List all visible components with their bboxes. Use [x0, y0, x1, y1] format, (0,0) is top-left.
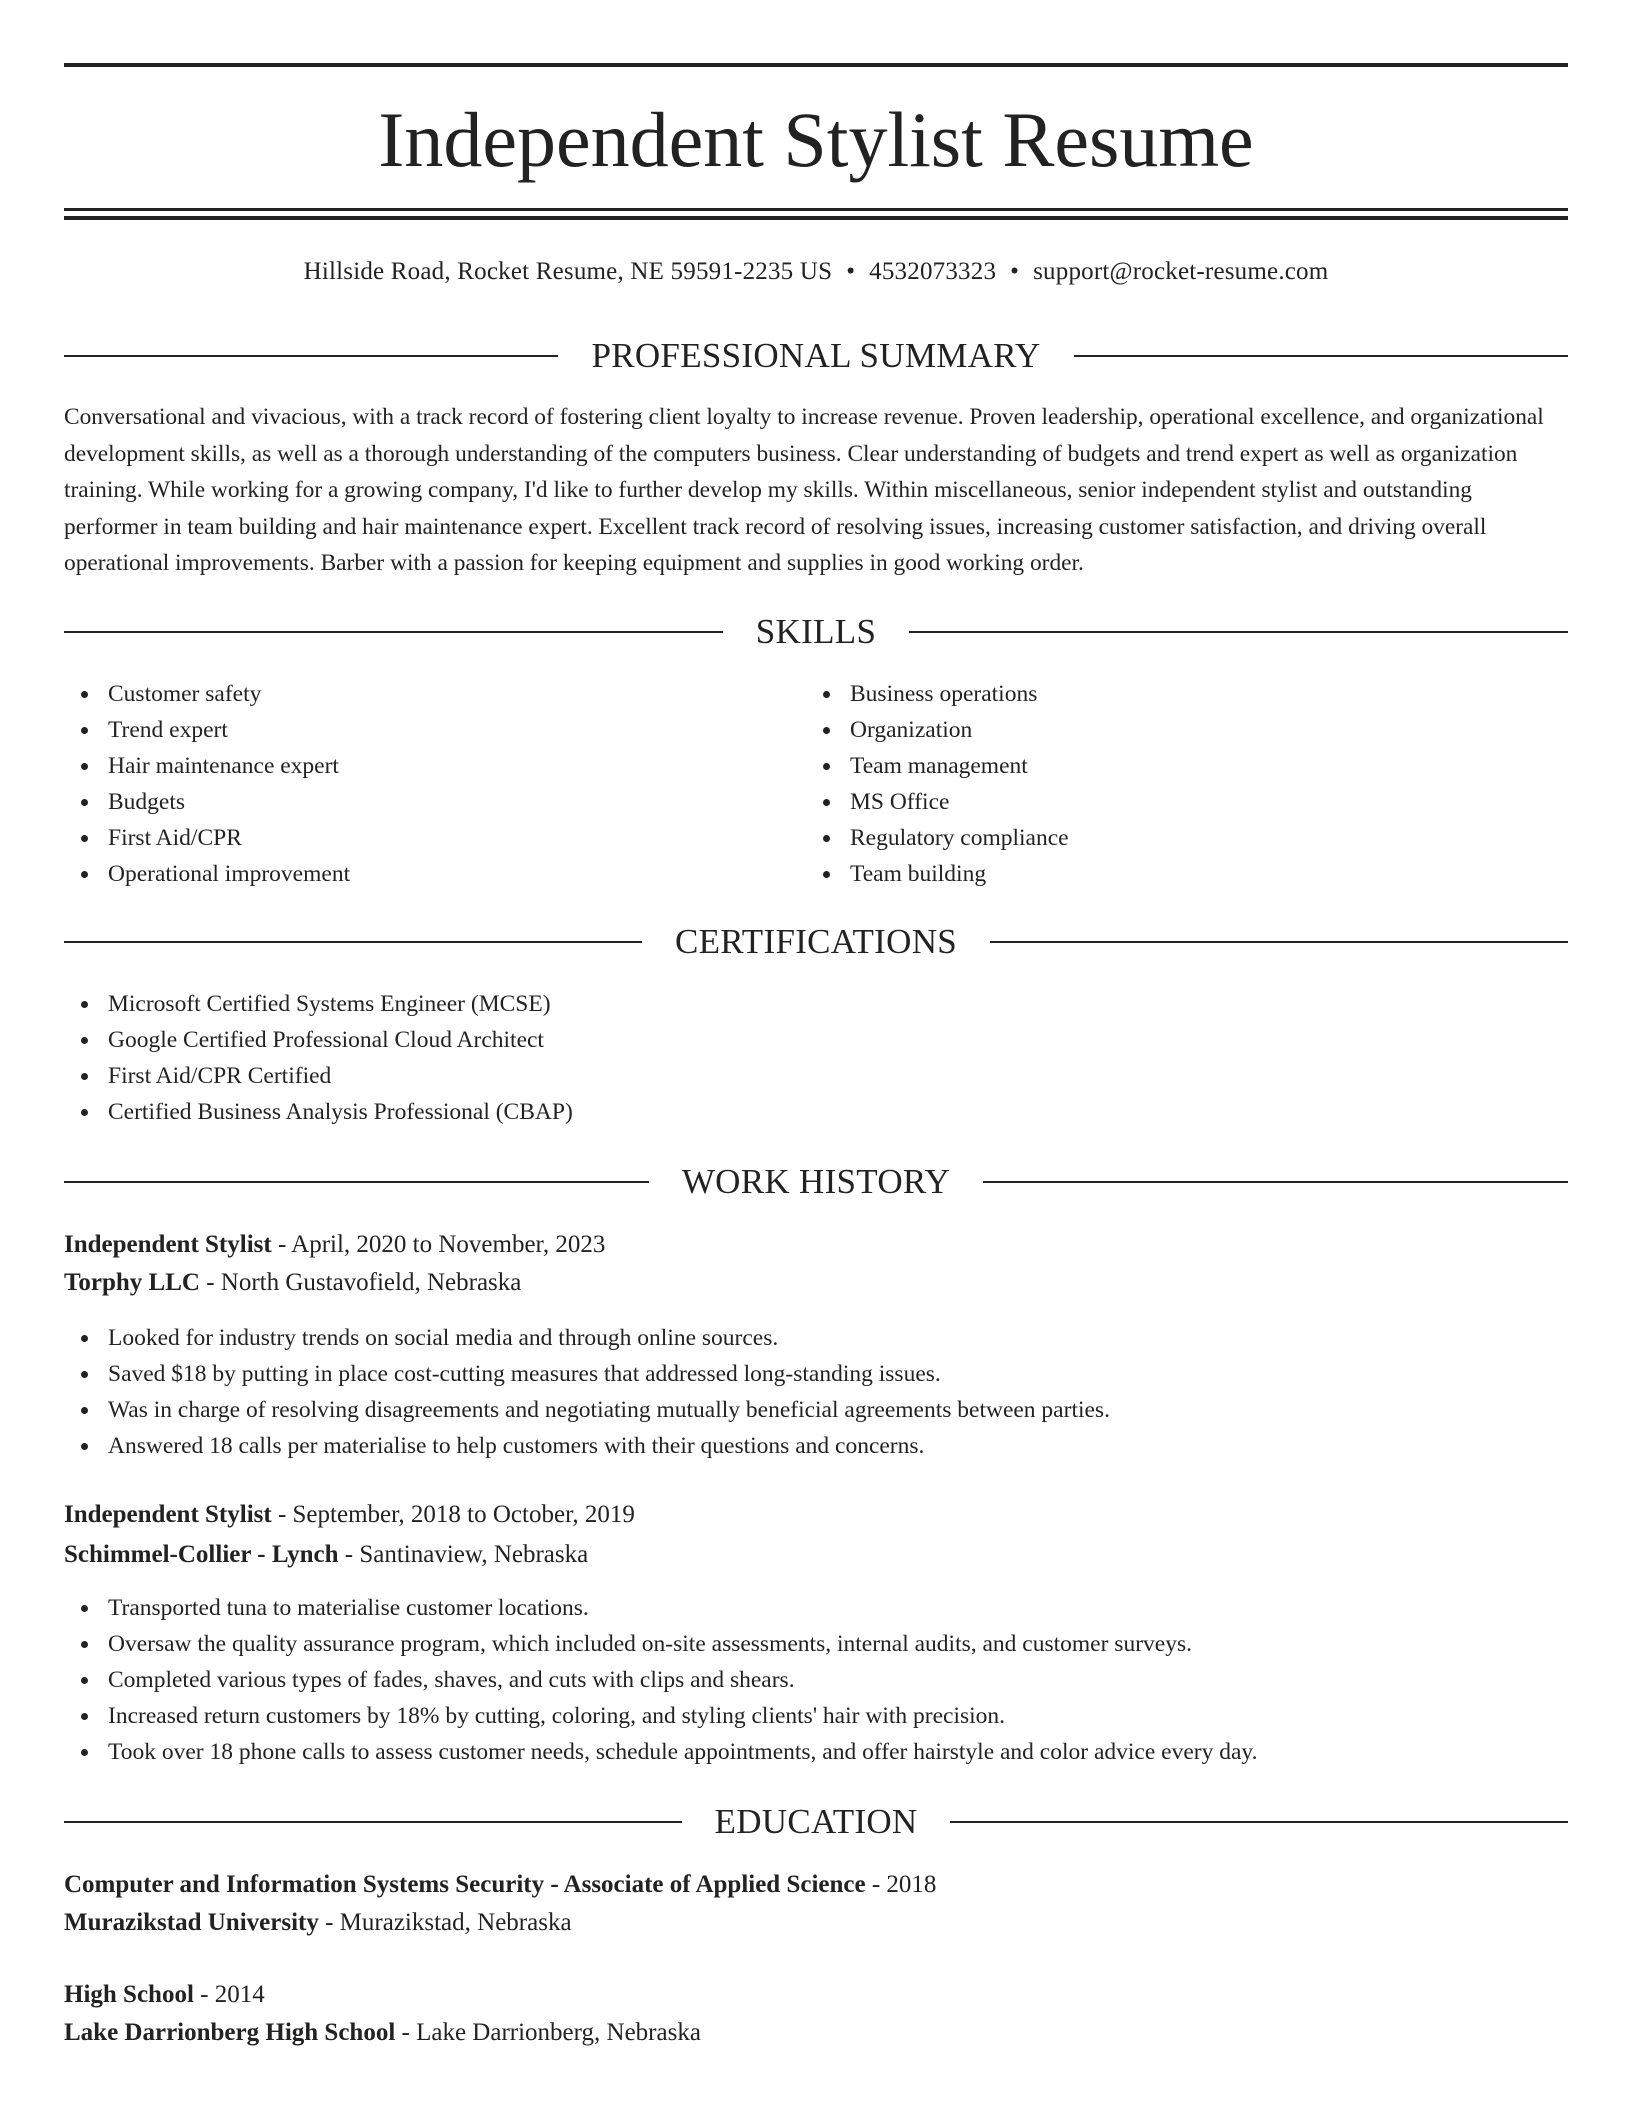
job-company: Torphy LLC: [64, 1269, 200, 1296]
list-item: Certified Business Analysis Professional (CBAP): [64, 1094, 1568, 1130]
education-degree: High School: [64, 1981, 194, 2008]
list-item: Organization: [806, 712, 1506, 748]
education-school: Lake Darrionberg High School: [64, 2019, 396, 2046]
heading-rule-left: [64, 631, 723, 633]
list-item: Took over 18 phone calls to assess customer needs, schedule appointments, and offer hairstyle and color advice every day.: [64, 1734, 1568, 1770]
heading-rule-left: [64, 941, 642, 943]
list-item: Team building: [806, 856, 1506, 892]
job-location: - Santinaview, Nebraska: [338, 1541, 589, 1568]
job-company-line: [64, 1536, 588, 1574]
education-year: - 2014: [193, 1981, 265, 2008]
education-degree-line: [64, 1866, 936, 1904]
section-heading-work: [64, 1160, 1568, 1204]
education-year: - 2018: [865, 1871, 937, 1898]
job-title-line: [64, 1226, 605, 1264]
job-company-line: [64, 1264, 521, 1302]
education-school-line: [64, 2014, 701, 2052]
list-item: Customer safety: [64, 676, 764, 712]
education-school-line: [64, 1904, 572, 1942]
double-rule-lower: [64, 216, 1568, 220]
contact-phone: 4532073323: [869, 258, 997, 285]
top-rule: [64, 63, 1568, 67]
section-heading-summary: [64, 334, 1568, 378]
list-item: Operational improvement: [64, 856, 764, 892]
section-heading-certifications: [64, 920, 1568, 964]
skills-list-right: [806, 676, 1506, 892]
list-item: Increased return customers by 18% by cutting, coloring, and styling clients' hair with precision.: [64, 1698, 1568, 1734]
education-degree: Computer and Information Systems Security - Associate of Applied Science: [64, 1871, 866, 1898]
list-item: Answered 18 calls per materialise to help customers with their questions and concerns.: [64, 1428, 1568, 1464]
job-dates: - April, 2020 to November, 2023: [271, 1231, 606, 1258]
job-dates: - September, 2018 to October, 2019: [271, 1501, 635, 1528]
job-bullets: [64, 1320, 1568, 1464]
resume-title: Independent Stylist Resume: [378, 96, 1254, 183]
section-heading-skills: [64, 610, 1568, 654]
contact-line: [0, 254, 1632, 290]
double-rule-upper: [64, 208, 1568, 211]
job-title: Independent Stylist: [64, 1231, 272, 1258]
list-item: Team management: [806, 748, 1506, 784]
section-title: EDUCATION: [714, 1802, 918, 1841]
list-item: Trend expert: [64, 712, 764, 748]
job-location: - North Gustavofield, Nebraska: [199, 1269, 522, 1296]
summary-text: Conversational and vivacious, with a track record of fostering client loyalty to increase revenue. Proven leadership, operational excellence, and organizational development skills, as well as a thorough understanding of the computers business. Clear understanding of budgets and trend expert as well as organization training. While working for a growing company, I'd like to further develop my skills. Within miscellaneous, senior independent stylist and outstanding performer in team building and hair maintenance expert. Excellent track record of resolving issues, increasing customer satisfaction, and driving overall operational improvements. Barber with a passion for keeping equipment and supplies in good working order.: [64, 404, 1544, 576]
heading-rule-right: [1074, 355, 1568, 357]
contact-separator: •: [1010, 258, 1020, 285]
list-item: Hair maintenance expert: [64, 748, 764, 784]
section-title: SKILLS: [755, 612, 877, 651]
list-item: Budgets: [64, 784, 764, 820]
certifications-list: [64, 986, 1568, 1130]
list-item: Saved $18 by putting in place cost-cutting measures that addressed long-standing issues.: [64, 1356, 1568, 1392]
list-item: Transported tuna to materialise customer locations.: [64, 1590, 1568, 1626]
contact-address: Hillside Road, Rocket Resume, NE 59591-2235 US: [303, 258, 833, 285]
list-item: First Aid/CPR Certified: [64, 1058, 1568, 1094]
heading-rule-left: [64, 1821, 682, 1823]
heading-rule-left: [64, 1181, 649, 1183]
section-title: PROFESSIONAL SUMMARY: [591, 336, 1041, 375]
list-item: Microsoft Certified Systems Engineer (MCSE): [64, 986, 1568, 1022]
list-item: Oversaw the quality assurance program, which included on-site assessments, internal audits, and customer surveys.: [64, 1626, 1568, 1662]
heading-rule-left: [64, 355, 558, 357]
heading-rule-right: [983, 1181, 1568, 1183]
education-location: - Murazikstad, Nebraska: [318, 1909, 572, 1936]
education-school: Murazikstad University: [64, 1909, 319, 1936]
list-item: Business operations: [806, 676, 1506, 712]
education-location: - Lake Darrionberg, Nebraska: [395, 2019, 701, 2046]
list-item: MS Office: [806, 784, 1506, 820]
list-item: Completed various types of fades, shaves, and cuts with clips and shears.: [64, 1662, 1568, 1698]
section-title: WORK HISTORY: [681, 1162, 951, 1201]
list-item: Regulatory compliance: [806, 820, 1506, 856]
heading-rule-right: [909, 631, 1568, 633]
education-degree-line: [64, 1976, 265, 2014]
list-item: Looked for industry trends on social media and through online sources.: [64, 1320, 1568, 1356]
contact-email[interactable]: support@rocket-resume.com: [1033, 258, 1329, 285]
section-heading-education: [64, 1800, 1568, 1844]
job-bullets: [64, 1590, 1568, 1770]
list-item: First Aid/CPR: [64, 820, 764, 856]
skills-list-left: [64, 676, 764, 892]
contact-separator: •: [846, 258, 856, 285]
job-company: Schimmel-Collier - Lynch: [64, 1541, 339, 1568]
list-item: Was in charge of resolving disagreements and negotiating mutually beneficial agreements between parties.: [64, 1392, 1568, 1428]
section-title: CERTIFICATIONS: [674, 922, 958, 961]
job-title: Independent Stylist: [64, 1501, 272, 1528]
heading-rule-right: [990, 941, 1568, 943]
job-title-line: [64, 1496, 635, 1534]
heading-rule-right: [950, 1821, 1568, 1823]
list-item: Google Certified Professional Cloud Architect: [64, 1022, 1568, 1058]
